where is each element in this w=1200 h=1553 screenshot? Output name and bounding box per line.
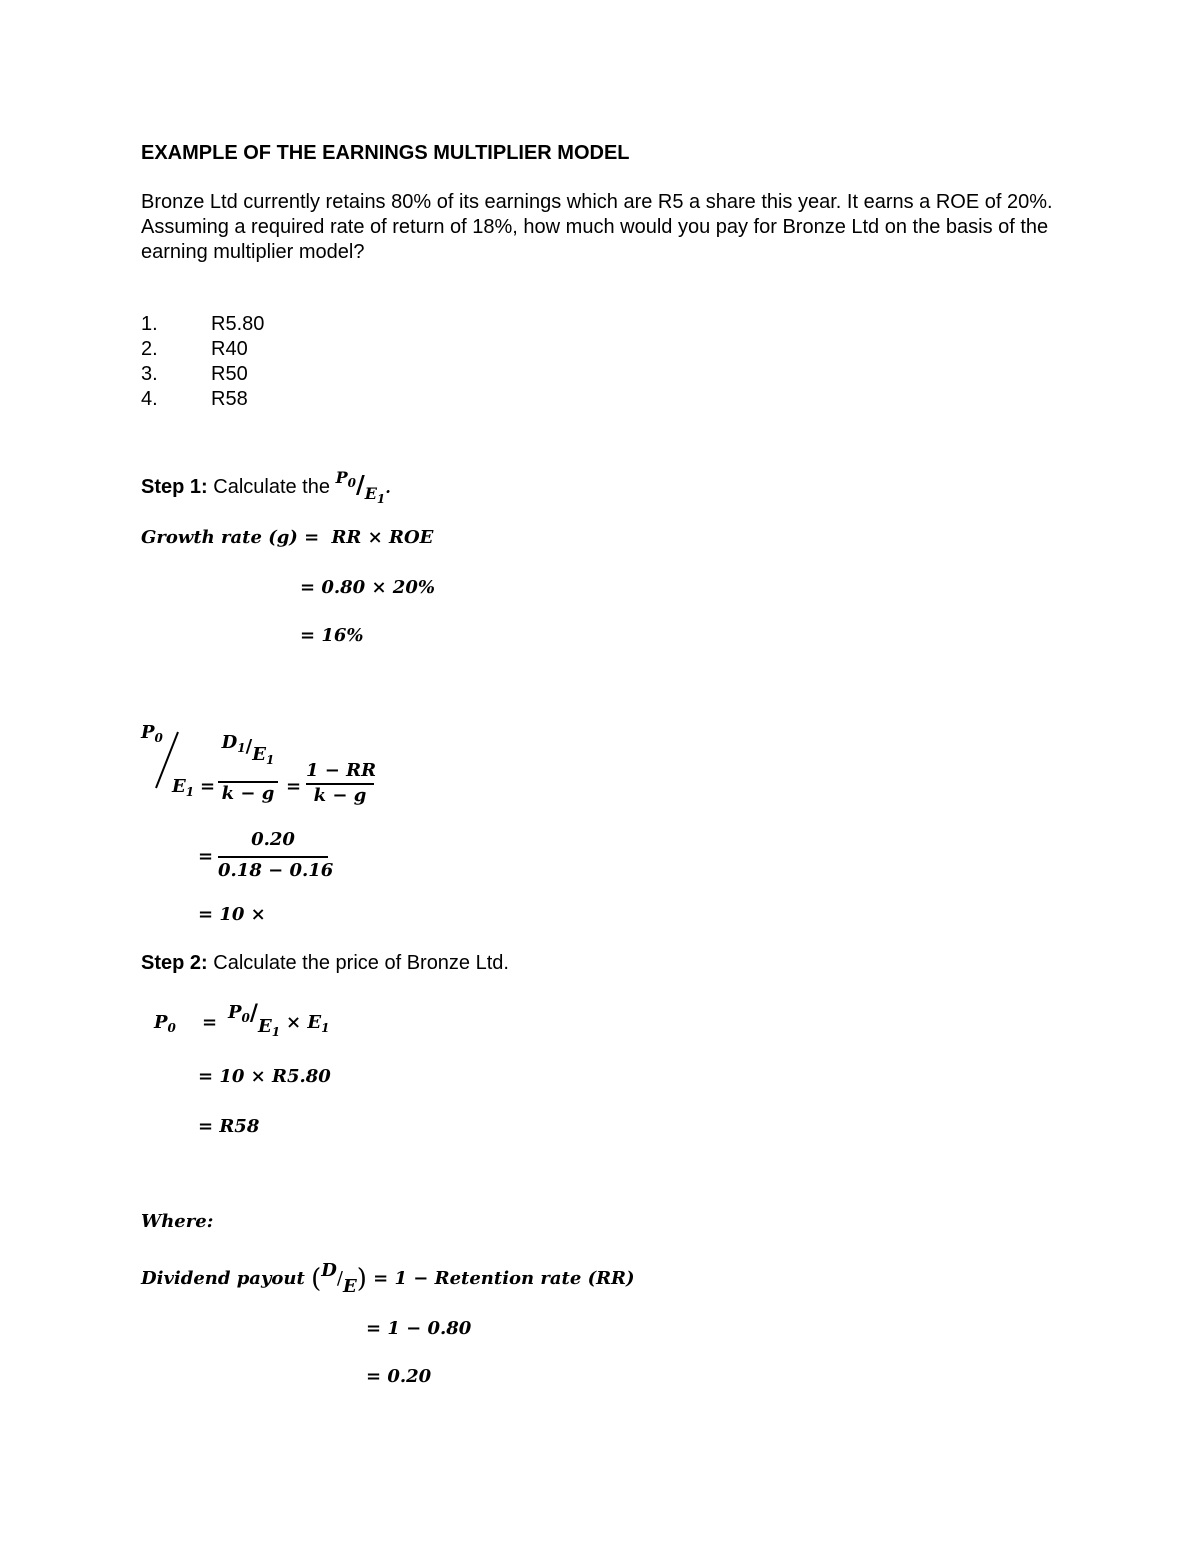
step1-text: Calculate the [213,476,330,498]
growth-rate-result: = 16% [300,625,364,646]
step2-label: Step 2: [141,952,208,974]
fraction-bar [218,856,328,858]
list-item [0,313,400,338]
price-times-e1: × $E_1$ [286,1012,330,1035]
option-value: R50 [211,363,248,385]
equals-sign: = [200,776,216,797]
option-number: 4. [141,388,158,410]
payout-denominator: k − g [313,785,367,806]
payout-numerator: 1 − RR [306,760,377,781]
step2-heading [141,952,509,975]
dividend-payout-result: = 0.20 [366,1366,432,1387]
dividend-payout-lhs: Dividend payout [141,1268,305,1289]
growth-rate-lhs: Growth rate (g) = [141,527,320,548]
option-number: 2. [141,338,158,360]
equals-sign: = [202,1012,218,1033]
pe-numerator-p0: $P_0$ [141,722,163,745]
equals-sign: = [198,846,214,867]
step2-text: Calculate the price of Bronze Ltd. [213,952,509,974]
growth-rate-equation [141,527,433,548]
document-title: EXAMPLE OF THE EARNINGS MULTIPLIER MODEL [141,142,630,164]
question-paragraph: Bronze Ltd currently retains 80% of its earnings which are R5 a share this year. It earns a ROE of 20%. Assuming a required rate of return of 18%, how much would you pay for Bronze Ltd on the basis of the earning multiplier model? [141,191,1053,263]
equals-sign: = [286,776,302,797]
price-lhs: $P_0$ [154,1012,176,1035]
option-value: R40 [211,338,248,360]
dividend-payout-equation: Dividend payout (D/E) = 1 − Retention rate (RR) [141,1260,635,1297]
substituted-denominator: 0.18 − 0.16 [218,860,334,881]
growth-rate-substitution: = 0.80 × 20% [300,577,435,598]
dividend-payout-rhs: = 1 − Retention rate (RR) [373,1268,635,1289]
option-number: 1. [141,313,158,335]
pe-ratio-inline: $P_0/E_1$. [335,468,391,506]
option-value: R58 [211,388,248,410]
list-item [0,363,400,388]
step1-label: Step 1: [141,476,208,498]
list-item [0,388,400,413]
price-pe-ratio: $P_0/E_1$ [228,1000,281,1039]
step1-heading [141,468,391,506]
pe-result: = 10 × [198,904,266,925]
dividend-ratio-denominator: k − g [221,783,275,804]
price-result: = R58 [198,1116,260,1137]
growth-rate-rhs: RR × ROE [331,527,434,548]
option-value: R5.80 [211,313,265,335]
substituted-numerator: 0.20 [251,829,295,850]
dividend-ratio-numerator: $D_1/E_1$ [221,732,275,767]
option-number: 3. [141,363,158,385]
list-item [0,338,400,363]
where-label: Where: [141,1211,214,1232]
dividend-payout-substitution: = 1 − 0.80 [366,1318,472,1339]
pe-denominator-e1: $E_1$ [172,776,195,799]
price-substitution: = 10 × R5.80 [198,1066,331,1087]
